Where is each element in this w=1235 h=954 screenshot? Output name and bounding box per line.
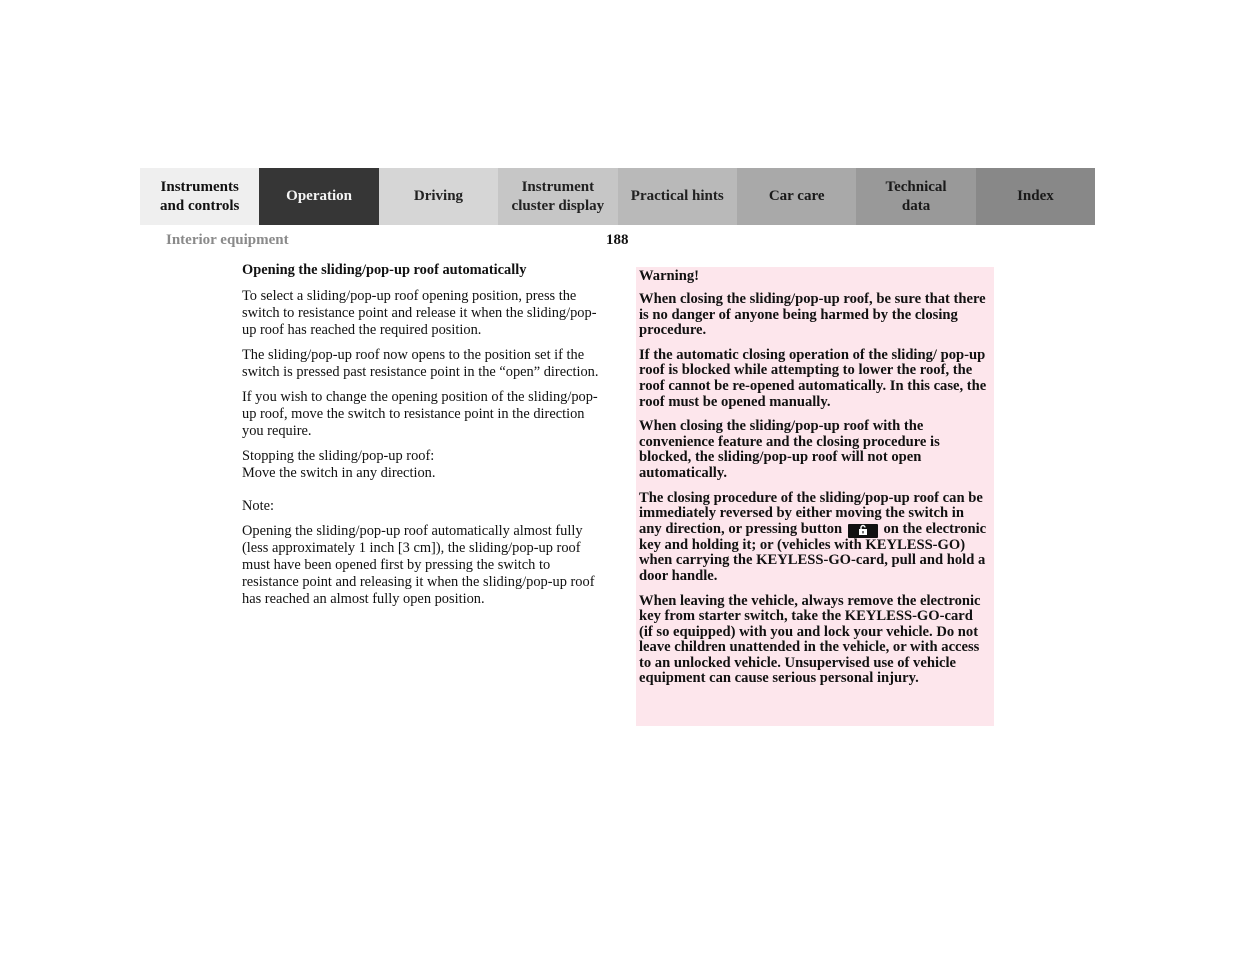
warning-paragraph: When leaving the vehicle, always remove the electronic key from starter switch, take the KEYLESS-GO-card (if so equipped) with you and lock your vehicle. Do not leave children unattended in the vehicle, or with access to an unlocked vehicle. Unsupervised use of vehicle equipment can cause serious personal injury.	[639, 592, 981, 687]
note-label: Note:	[242, 498, 274, 514]
subsection-heading: Opening the sliding/pop-up roof automatically	[242, 262, 527, 278]
paragraph: If you wish to change the opening position of the sliding/pop-up roof, move the switch to resistance point in the direction you require.	[242, 389, 598, 439]
tab-index[interactable]: Index	[976, 168, 1095, 225]
unlock-icon	[848, 524, 878, 538]
section-title: Interior equipment	[166, 232, 289, 248]
warning-paragraph	[639, 491, 990, 585]
main-text-column	[242, 262, 604, 616]
tab-instrument-cluster-display[interactable]: Instrument cluster display	[498, 168, 617, 225]
note-text: Opening the sliding/pop-up roof automatically almost fully (less approximately 1 inch [3 cm]), the sliding/pop-up roof must have been opened first by pressing the switch to resistance point and releasing it when the sliding/pop-up roof has reached an almost fully open position.	[242, 523, 595, 607]
paragraph: The sliding/pop-up roof now opens to the position set if the switch is pressed past resistance point in the “open” direction.	[242, 347, 599, 380]
warning-text: on the electronic key and holding it; or (vehicles with KEYLESS-GO) when carrying the KEYLESS-GO-card, pull and hold a door handle.	[639, 520, 987, 584]
tab-operation[interactable]: Operation	[259, 168, 378, 225]
paragraph: To select a sliding/pop-up roof opening position, press the switch to resistance point and release it when the sliding/pop-up roof has reached the required position.	[242, 288, 597, 338]
tab-instruments-and-controls[interactable]: Instruments and controls	[140, 168, 259, 225]
warning-paragraph: When closing the sliding/pop-up roof, be sure that there is no danger of anyone being harmed by the closing procedure.	[639, 291, 986, 339]
warning-paragraph: If the automatic closing operation of the sliding/ pop-up roof is blocked while attempting to lower the roof, the roof cannot be re-opened automatically. In this case, the roof must be opened manually.	[639, 346, 987, 410]
tab-technical-data[interactable]: Technical data	[856, 168, 975, 225]
tab-car-care[interactable]: Car care	[737, 168, 856, 225]
page-number: 188	[606, 232, 629, 248]
stopping-label: Stopping the sliding/pop-up roof:	[242, 448, 435, 464]
warning-title: Warning!	[639, 268, 700, 284]
warning-text: The closing procedure of the sliding/pop-up roof can be immediately reversed by either moving the switch in any direction, or pressing button	[639, 489, 983, 537]
warning-paragraph: When closing the sliding/pop-up roof with the convenience feature and the closing procedure is blocked, the sliding/pop-up roof will not open automatically.	[639, 418, 940, 481]
tab-driving[interactable]: Driving	[379, 168, 498, 225]
warning-box	[636, 267, 994, 726]
paragraph	[242, 448, 604, 482]
stopping-instruction: Move the switch in any direction.	[242, 465, 436, 481]
top-navigation	[140, 168, 1095, 225]
tab-practical-hints[interactable]: Practical hints	[618, 168, 737, 225]
